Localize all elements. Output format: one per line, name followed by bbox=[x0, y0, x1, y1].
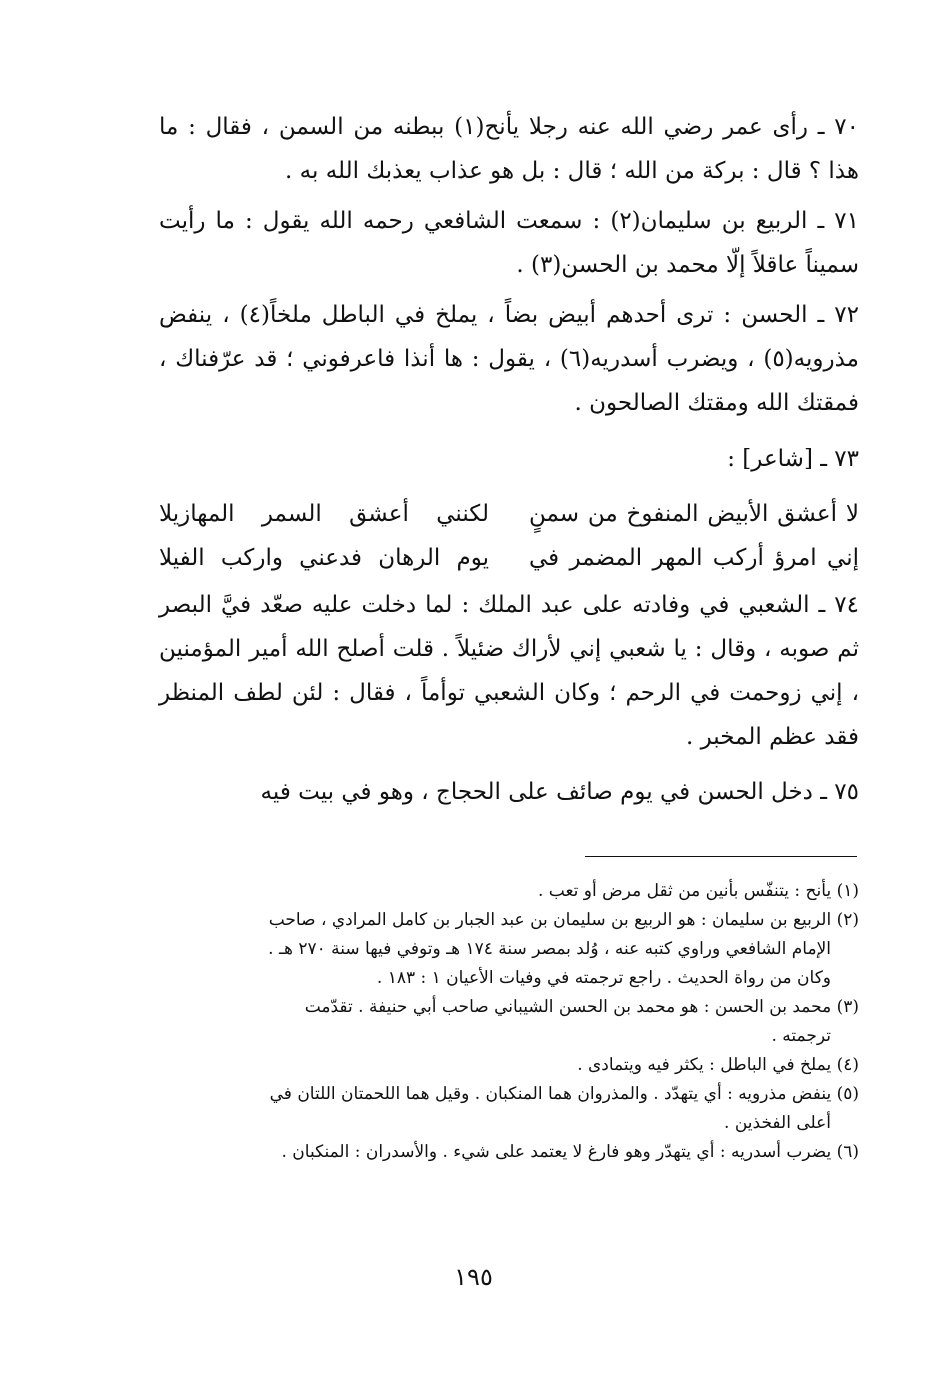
footnote-line: (٤) يملخ في الباطل : يكثر فيه ويتمادى . bbox=[577, 1055, 859, 1075]
footnote-3 bbox=[159, 993, 859, 1051]
footnote-4 bbox=[159, 1051, 859, 1080]
footnote-6 bbox=[159, 1138, 859, 1167]
paragraph-72: ٧٢ ـ الحسن : ترى أحدهم أبيض بضاً ، يملخ في الباطل ملخاً(٤) ، ينفض مذرويه(٥) ، ويضرب أسدريه(٦) ، يقول : ها أنذا فاعرفوني ؛ قد عرّفناك ، فمقتك الله ومقتك الصالحون . bbox=[159, 302, 859, 416]
paragraph-71: ٧١ ـ الربيع بن سليمان(٢) : سمعت الشافعي رحمه الله يقول : ما رأيت سميناً عاقلاً إلّا محمد بن الحسن(٣) . bbox=[159, 208, 859, 278]
footnote-5 bbox=[159, 1080, 859, 1138]
poem bbox=[159, 492, 859, 580]
footnote-line: ترجمته . bbox=[771, 1026, 831, 1046]
footnote-line: وكان من رواة الحديث . راجع ترجمته في وفيات الأعيان ١ : ١٨٣ . bbox=[376, 968, 831, 988]
footnote-line: (٢) الربيع بن سليمان : هو الربيع بن سليمان بن عبد الجبار بن كامل المرادي ، صاحب bbox=[268, 910, 859, 930]
footnote-line: (١) يأنح : يتنفّس بأنين من ثقل مرض أو تعب . bbox=[537, 881, 859, 901]
poem-verse bbox=[159, 492, 859, 536]
verse-first-hemistich: إني امرؤ أركب المهر المضمر في bbox=[529, 545, 859, 571]
verse-second-hemistich: لكنني أعشق السمر المهازيلا bbox=[159, 501, 489, 527]
footnote-divider bbox=[585, 856, 857, 857]
paragraph-74: ٧٤ ـ الشعبي في وفادته على عبد الملك : لما دخلت عليه صعّد فيَّ البصر ثم صوبه ، وقال : يا شعبي إني لأراك ضئيلاً . قلت أصلح الله أمير المؤمنين ، إني زوحمت في الرحم ؛ وكان الشعبي توأماً ، فقال : لئن لطف المنظر فقد عظم المخبر . bbox=[159, 592, 859, 750]
footnote-line: الإمام الشافعي وراوي كتبه عنه ، وُلد بمصر سنة ١٧٤ هـ وتوفي فيها سنة ٢٧٠ هـ . bbox=[268, 939, 831, 959]
footnote-line: (٥) ينفض مذرويه : أي يتهدّد . والمذروان هما المنكبان . وقيل هما اللحمتان اللتان في bbox=[269, 1084, 859, 1104]
footnote-line: أعلى الفخذين . bbox=[724, 1113, 831, 1133]
verse-second-hemistich: يوم الرهان فدعني واركب الفيلا bbox=[159, 545, 489, 571]
footnote-2 bbox=[159, 906, 859, 993]
footnote-1 bbox=[159, 877, 859, 906]
verse-first-hemistich: لا أعشق الأبيض المنفوخ من سمنٍ bbox=[529, 501, 859, 527]
footnote-line: (٦) يضرب أسدريه : أي يتهدّر وهو فارغ لا يعتمد على شيء . والأسدران : المنكبان . bbox=[281, 1142, 859, 1162]
heading-73: ٧٣ ـ [شاعر] : bbox=[727, 446, 859, 472]
paragraph-75: ٧٥ ـ دخل الحسن في يوم صائف على الحجاج ، وهو في بيت فيه bbox=[260, 779, 859, 805]
poem-verse bbox=[159, 536, 859, 580]
footnotes bbox=[159, 877, 859, 1167]
paragraph-70: ٧٠ ـ رأى عمر رضي الله عنه رجلا يأنح(١) ببطنه من السمن ، فقال : ما هذا ؟ قال : بركة من الله ؛ قال : بل هو عذاب يعذبك الله به . bbox=[159, 114, 859, 184]
footnote-line: (٣) محمد بن الحسن : هو محمد بن الحسن الشيباني صاحب أبي حنيفة . تقدّمت bbox=[304, 997, 859, 1017]
page-number: ١٩٥ bbox=[454, 1263, 493, 1291]
